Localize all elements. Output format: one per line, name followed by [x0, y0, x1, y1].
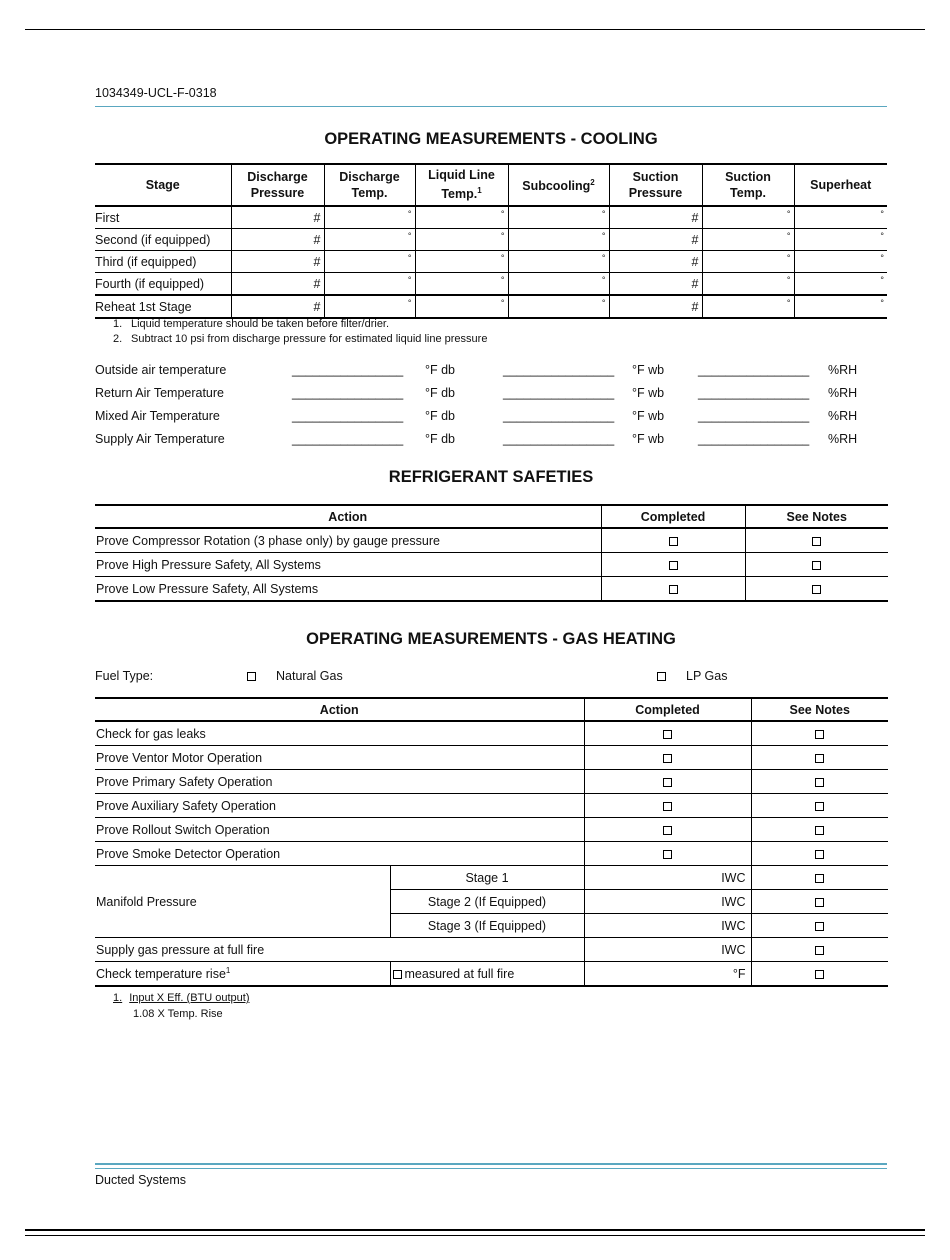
cooling-column-header: Superheat: [794, 164, 887, 206]
gas-row: [95, 818, 888, 842]
action-label: Prove Compressor Rotation (3 phase only) by gauge pressure: [96, 533, 440, 548]
document-number: 1034349-UCL-F-0318: [95, 86, 217, 100]
checkbox[interactable]: [393, 970, 402, 979]
cooling-row: [95, 229, 887, 251]
header-see-notes: See Notes: [751, 698, 888, 721]
action-label: Check for gas leaks: [96, 726, 206, 741]
manifold-stage-label: Stage 1: [390, 866, 584, 890]
stage-label: Third (if equipped): [95, 251, 231, 273]
stage-label: First: [95, 210, 120, 225]
dry-bulb-entry-field[interactable]: ________________: [292, 409, 404, 423]
cooling-note: 1. Liquid temperature should be taken before filter/drier.: [113, 318, 390, 330]
dry-bulb-unit: °F db: [425, 363, 456, 377]
wet-bulb-entry-field[interactable]: ________________: [503, 409, 615, 423]
checkbox[interactable]: [663, 850, 672, 859]
humidity-unit: %RH: [828, 409, 858, 423]
action-label: Prove Primary Safety Operation: [95, 770, 584, 794]
completed-cell: [601, 528, 745, 553]
top-rule: [25, 29, 925, 30]
completed-cell: [584, 721, 751, 746]
measurement-entry-field[interactable]: °: [702, 295, 794, 318]
see-notes-cell: [751, 890, 888, 914]
dry-bulb-entry-field[interactable]: ________________: [292, 432, 404, 446]
cooling-column-header: Discharge Temp.: [324, 164, 415, 206]
cooling-column-header: Suction Pressure: [609, 164, 702, 206]
measured-label: measured at full fire: [404, 966, 515, 981]
air-temp-label: Return Air Temperature: [95, 386, 224, 400]
measurement-entry-field[interactable]: #: [609, 206, 702, 229]
checkbox[interactable]: [815, 874, 824, 883]
wet-bulb-unit: °F wb: [632, 386, 665, 400]
wet-bulb-unit: °F wb: [632, 363, 665, 377]
action-label: Prove Rollout Switch Operation: [95, 818, 584, 842]
checkbox[interactable]: [812, 585, 821, 594]
humidity-entry-field[interactable]: ________________: [698, 363, 810, 377]
see-notes-cell: [751, 721, 888, 746]
checkbox[interactable]: [663, 778, 672, 787]
checkbox[interactable]: [812, 537, 821, 546]
dry-bulb-unit: °F db: [425, 432, 456, 446]
see-notes-cell: [751, 914, 888, 938]
cooling-row: [95, 251, 887, 273]
air-temp-label: Supply Air Temperature: [95, 432, 225, 446]
completed-cell: [584, 770, 751, 794]
manifold-stage-label: Stage 3 (If Equipped): [390, 914, 584, 938]
cooling-column-header: Stage: [95, 164, 231, 206]
refrigerant-title: REFRIGERANT SAFETIES: [388, 468, 594, 486]
cooling-column-header: Discharge Pressure: [231, 164, 324, 206]
completed-cell: [584, 842, 751, 866]
gas-row: [95, 770, 888, 794]
measurement-entry-field[interactable]: #: [231, 251, 324, 273]
cooling-row: [95, 273, 887, 296]
see-notes-cell: [751, 842, 888, 866]
measurement-entry-field[interactable]: °: [324, 273, 415, 296]
checkbox[interactable]: [669, 561, 678, 570]
cooling-column-header: Liquid Line Temp.$^1$: [415, 164, 508, 206]
footer-rule: [95, 1168, 887, 1169]
humidity-entry-field[interactable]: ________________: [698, 432, 810, 446]
supply-gas-label: Supply gas pressure at full fire: [95, 938, 584, 962]
see-notes-cell: [751, 962, 888, 987]
dry-bulb-unit: °F db: [425, 409, 456, 423]
checkbox[interactable]: [663, 754, 672, 763]
checkbox[interactable]: [815, 802, 824, 811]
fuel-option-lp-gas[interactable]: LP Gas: [657, 669, 727, 683]
measurement-entry-field[interactable]: #: [609, 295, 702, 318]
measurement-entry-field[interactable]: °: [508, 206, 609, 229]
measurement-entry-field[interactable]: °: [508, 273, 609, 296]
cooling-note: 2. Subtract 10 psi from discharge pressure for estimated liquid line pressure: [113, 333, 488, 345]
completed-cell: [601, 577, 745, 602]
footer-rule: [95, 1163, 887, 1165]
header-completed: Completed: [584, 698, 751, 721]
fuel-type-label: Fuel Type:: [95, 669, 154, 683]
measurement-entry-field[interactable]: °: [415, 251, 508, 273]
fuel-option-natural-gas[interactable]: Natural Gas: [247, 669, 343, 683]
temp-rise-label: Check temperature rise$^1$: [95, 962, 390, 987]
wet-bulb-entry-field[interactable]: ________________: [503, 432, 615, 446]
humidity-entry-field[interactable]: ________________: [698, 409, 810, 423]
cooling-title: OPERATING MEASUREMENTS - COOLING: [324, 130, 658, 148]
see-notes-cell: [751, 746, 888, 770]
measurement-entry-field[interactable]: °: [794, 295, 887, 318]
dry-bulb-unit: °F db: [425, 386, 456, 400]
measurement-entry-field[interactable]: #: [231, 229, 324, 251]
measurement-entry-field[interactable]: °: [415, 206, 508, 229]
completed-cell: [584, 746, 751, 770]
see-notes-cell: [751, 794, 888, 818]
wet-bulb-entry-field[interactable]: ________________: [503, 363, 615, 377]
action-label: Prove Auxiliary Safety Operation: [95, 794, 584, 818]
measurement-entry-field[interactable]: °: [324, 295, 415, 318]
measurement-entry-field[interactable]: °: [794, 229, 887, 251]
checkbox[interactable]: [663, 730, 672, 739]
completed-cell: [601, 553, 745, 577]
gas-row: [95, 721, 888, 746]
checkbox[interactable]: [663, 802, 672, 811]
checkbox[interactable]: [657, 672, 666, 681]
gas-heating-table: [95, 697, 888, 987]
gas-row: [95, 842, 888, 866]
completed-cell: [584, 794, 751, 818]
see-notes-cell: [745, 553, 888, 577]
measurement-entry-field[interactable]: #: [609, 273, 702, 296]
checkbox[interactable]: [815, 778, 824, 787]
gas-row: [95, 746, 888, 770]
checkbox[interactable]: [815, 850, 824, 859]
measurement-entry-field[interactable]: °: [415, 273, 508, 296]
air-temp-label: Mixed Air Temperature: [95, 409, 220, 423]
action-label: Prove Ventor Motor Operation: [95, 746, 584, 770]
checkbox[interactable]: [663, 826, 672, 835]
checkbox[interactable]: [812, 561, 821, 570]
header-action: Action: [95, 505, 601, 528]
manifold-pressure-entry[interactable]: IWC: [584, 890, 751, 914]
see-notes-cell: [751, 938, 888, 962]
see-notes-cell: [751, 818, 888, 842]
air-temperature-row: [95, 363, 887, 379]
measurement-entry-field[interactable]: °: [702, 273, 794, 296]
manifold-row: [95, 866, 888, 890]
refrigerant-row: [95, 577, 888, 602]
manifold-pressure-entry[interactable]: IWC: [584, 914, 751, 938]
measurement-entry-field[interactable]: °: [702, 206, 794, 229]
checkbox[interactable]: [669, 537, 678, 546]
wet-bulb-unit: °F wb: [632, 409, 665, 423]
manifold-pressure-entry[interactable]: IWC: [584, 866, 751, 890]
measurement-entry-field[interactable]: #: [231, 295, 324, 318]
cooling-row: [95, 295, 887, 318]
footer-text: Ducted Systems: [95, 1173, 187, 1187]
air-temperature-row: [95, 386, 887, 402]
measurement-entry-field[interactable]: °: [415, 229, 508, 251]
measured-at-full-fire-cell: [390, 962, 584, 987]
supply-gas-entry[interactable]: IWC: [584, 938, 751, 962]
gas-note: 1. Input X Eff. (BTU output) 1.08 X Temp. Rise: [113, 992, 250, 1020]
measurement-entry-field[interactable]: °: [794, 206, 887, 229]
action-label: Prove Low Pressure Safety, All Systems: [95, 577, 601, 602]
measurement-entry-field[interactable]: °: [508, 295, 609, 318]
see-notes-cell: [751, 770, 888, 794]
wet-bulb-entry-field[interactable]: ________________: [503, 386, 615, 400]
header-rule: [95, 106, 887, 107]
header-action: Action: [95, 698, 584, 721]
temp-rise-row: [95, 962, 888, 987]
stage-label: Second (if equipped): [95, 229, 231, 251]
measurement-entry-field[interactable]: #: [609, 251, 702, 273]
cooling-notes: [113, 317, 487, 347]
header-see-notes: See Notes: [745, 505, 888, 528]
measurement-entry-field[interactable]: °: [794, 273, 887, 296]
dry-bulb-entry-field[interactable]: ________________: [292, 363, 404, 377]
cooling-table: [95, 163, 887, 319]
checkbox[interactable]: [815, 754, 824, 763]
checkbox[interactable]: [669, 585, 678, 594]
humidity-unit: %RH: [828, 386, 858, 400]
measurement-entry-field[interactable]: °: [702, 251, 794, 273]
see-notes-cell: [745, 577, 888, 602]
action-label: Prove High Pressure Safety, All Systems: [95, 553, 601, 577]
checkbox[interactable]: [815, 922, 824, 931]
checkbox[interactable]: [247, 672, 256, 681]
air-temperature-row: [95, 409, 887, 425]
checkbox[interactable]: [815, 898, 824, 907]
air-temperature-row: [95, 432, 887, 448]
measurement-entry-field[interactable]: °: [508, 251, 609, 273]
supply-gas-row: [95, 938, 888, 962]
refrigerant-table: [95, 504, 888, 602]
refrigerant-row: [95, 528, 888, 553]
measurement-entry-field[interactable]: #: [231, 206, 324, 229]
measurement-entry-field[interactable]: °: [508, 229, 609, 251]
cooling-column-header: Subcooling$^2$: [508, 164, 609, 206]
cooling-column-header: Suction Temp.: [702, 164, 794, 206]
measurement-entry-field[interactable]: °: [324, 251, 415, 273]
checkbox[interactable]: [815, 826, 824, 835]
wet-bulb-unit: °F wb: [632, 432, 665, 446]
manifold-stage-label: Stage 2 (If Equipped): [390, 890, 584, 914]
measurement-entry-field[interactable]: °: [324, 206, 415, 229]
bottom-rule: [25, 1235, 925, 1236]
bottom-rule: [25, 1229, 925, 1231]
measurement-entry-field[interactable]: °: [702, 229, 794, 251]
humidity-unit: %RH: [828, 432, 858, 446]
header-completed: Completed: [601, 505, 745, 528]
measurement-entry-field[interactable]: #: [609, 229, 702, 251]
gas-row: [95, 794, 888, 818]
temp-rise-entry[interactable]: °F: [584, 962, 751, 987]
measurement-entry-field[interactable]: °: [794, 251, 887, 273]
measurement-entry-field[interactable]: °: [324, 229, 415, 251]
dry-bulb-entry-field[interactable]: ________________: [292, 386, 404, 400]
see-notes-cell: [745, 528, 888, 553]
manifold-pressure-label: Manifold Pressure: [95, 866, 390, 938]
checkbox[interactable]: [815, 970, 824, 979]
refrigerant-row: [95, 553, 888, 577]
air-temp-label: Outside air temperature: [95, 363, 227, 377]
checkbox[interactable]: [815, 730, 824, 739]
gas-heating-title: OPERATING MEASUREMENTS - GAS HEATING: [306, 630, 676, 648]
cooling-row: [95, 206, 887, 229]
action-label: Prove Smoke Detector Operation: [95, 842, 584, 866]
humidity-unit: %RH: [828, 363, 858, 377]
see-notes-cell: [751, 866, 888, 890]
stage-label: Fourth (if equipped): [95, 273, 231, 296]
measurement-entry-field[interactable]: °: [415, 295, 508, 318]
stage-label: Reheat 1st Stage: [95, 295, 231, 318]
humidity-entry-field[interactable]: ________________: [698, 386, 810, 400]
checkbox[interactable]: [815, 946, 824, 955]
completed-cell: [584, 818, 751, 842]
measurement-entry-field[interactable]: #: [231, 273, 324, 296]
